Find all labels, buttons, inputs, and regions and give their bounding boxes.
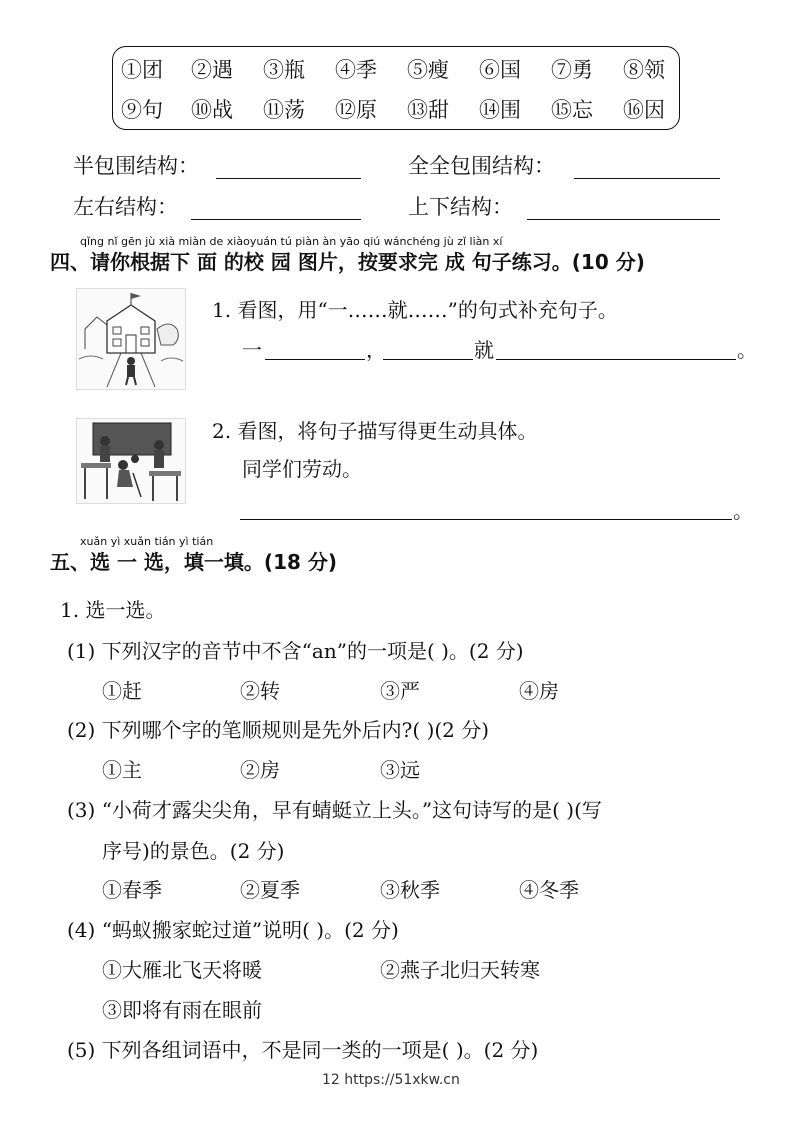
option-item[interactable]: ②夏季 bbox=[240, 878, 300, 902]
school-building-picture bbox=[76, 288, 186, 390]
q1-end-period: 。 bbox=[737, 338, 757, 362]
option-item[interactable]: ④房 bbox=[519, 679, 559, 703]
question-4-stem: (4) “蚂蚁搬家蛇过道”说明( )。(2 分) bbox=[67, 918, 399, 942]
char-item: ①团 bbox=[121, 58, 163, 82]
question-1-stem: (1) 下列汉字的音节中不含“an”的一项是( )。(2 分) bbox=[67, 639, 524, 663]
char-item: ⑩战 bbox=[191, 98, 233, 122]
option-item[interactable]: ③远 bbox=[380, 758, 420, 782]
q2-sentence: 同学们劳动。 bbox=[242, 457, 362, 481]
char-item: ⑬甜 bbox=[407, 98, 449, 122]
question-2-stem: (2) 下列哪个字的笔顺规则是先外后内?( )(2 分) bbox=[67, 718, 490, 742]
q1-yi: 一 bbox=[242, 338, 262, 362]
answer-line[interactable] bbox=[383, 359, 473, 360]
option-item[interactable]: ①赶 bbox=[102, 679, 142, 703]
char-item: ⑫原 bbox=[335, 98, 377, 122]
classroom-illustration bbox=[77, 419, 185, 503]
option-item[interactable]: ①春季 bbox=[102, 878, 162, 902]
answer-line[interactable] bbox=[240, 519, 732, 520]
option-item[interactable]: ③秋季 bbox=[380, 878, 440, 902]
classroom-cleaning-picture bbox=[76, 418, 186, 504]
answer-line[interactable] bbox=[574, 178, 720, 179]
question-5-stem: (5) 下列各组词语中，不是同一类的一项是( )。(2 分) bbox=[67, 1038, 539, 1062]
char-item: ⑧领 bbox=[623, 58, 665, 82]
char-item: ⑨句 bbox=[121, 98, 163, 122]
full-enclosure-label: 全全包围结构： bbox=[408, 154, 555, 178]
char-item: ⑭围 bbox=[479, 98, 521, 122]
option-item[interactable]: ③严 bbox=[380, 679, 420, 703]
option-item[interactable]: ①主 bbox=[102, 758, 142, 782]
section4-pinyin: qǐng nǐ gēn jù xià miàn de xiàoyuán tú piàn àn yāo qiú wánchéng jù zǐ liàn xí bbox=[80, 235, 503, 248]
q1-comma: ， bbox=[366, 338, 386, 362]
section5-title: 五、选 一 选，填一填。(18 分) bbox=[50, 550, 338, 574]
section5-subtitle: 1. 选一选。 bbox=[60, 598, 166, 622]
answer-line[interactable] bbox=[216, 178, 361, 179]
section5-pinyin: xuǎn yì xuǎn tián yì tián bbox=[80, 535, 214, 548]
section4-title: 四、请你根据下 面 的校 园 图片，按要求完 成 句子练习。(10 分) bbox=[50, 250, 645, 274]
q2-instruction: 2. 看图，将句子描写得更生动具体。 bbox=[212, 419, 538, 443]
q1-instruction: 1. 看图，用“一……就……”的句式补充句子。 bbox=[212, 298, 618, 322]
char-item: ⑯因 bbox=[623, 98, 665, 122]
char-item: ③瓶 bbox=[263, 58, 305, 82]
q2-end-period: 。 bbox=[733, 499, 753, 523]
char-item: ⑤瘦 bbox=[407, 58, 449, 82]
option-item[interactable]: ③即将有雨在眼前 bbox=[102, 998, 262, 1022]
answer-line[interactable] bbox=[496, 359, 736, 360]
char-item: ⑦勇 bbox=[551, 58, 593, 82]
top-bottom-label: 上下结构： bbox=[408, 195, 513, 219]
half-enclosure-label: 半包围结构： bbox=[73, 154, 199, 178]
option-item[interactable]: ②转 bbox=[240, 679, 280, 703]
char-item: ⑪荡 bbox=[263, 98, 305, 122]
answer-line[interactable] bbox=[527, 219, 720, 220]
option-item[interactable]: ①大雁北飞天将暖 bbox=[102, 958, 262, 982]
option-item[interactable]: ④冬季 bbox=[519, 878, 579, 902]
char-item: ④季 bbox=[335, 58, 377, 82]
question-3-stem-continued: 序号)的景色。(2 分) bbox=[102, 839, 285, 863]
answer-line[interactable] bbox=[191, 219, 361, 220]
character-box bbox=[112, 46, 680, 130]
page-footer: 12 https://51xkw.cn bbox=[322, 1072, 460, 1088]
char-item: ⑮忘 bbox=[551, 98, 593, 122]
question-3-stem: (3) “小荷才露尖尖角，早有蜻蜓立上头。”这句诗写的是( )(写 bbox=[67, 798, 602, 822]
q1-jiu: 就 bbox=[474, 338, 494, 362]
left-right-label: 左右结构： bbox=[73, 195, 178, 219]
option-item[interactable]: ②房 bbox=[240, 758, 280, 782]
char-item: ⑥国 bbox=[479, 58, 521, 82]
answer-line[interactable] bbox=[265, 359, 365, 360]
char-item: ②遇 bbox=[191, 58, 233, 82]
option-item[interactable]: ②燕子北归天转寒 bbox=[380, 958, 540, 982]
school-illustration bbox=[77, 289, 185, 389]
